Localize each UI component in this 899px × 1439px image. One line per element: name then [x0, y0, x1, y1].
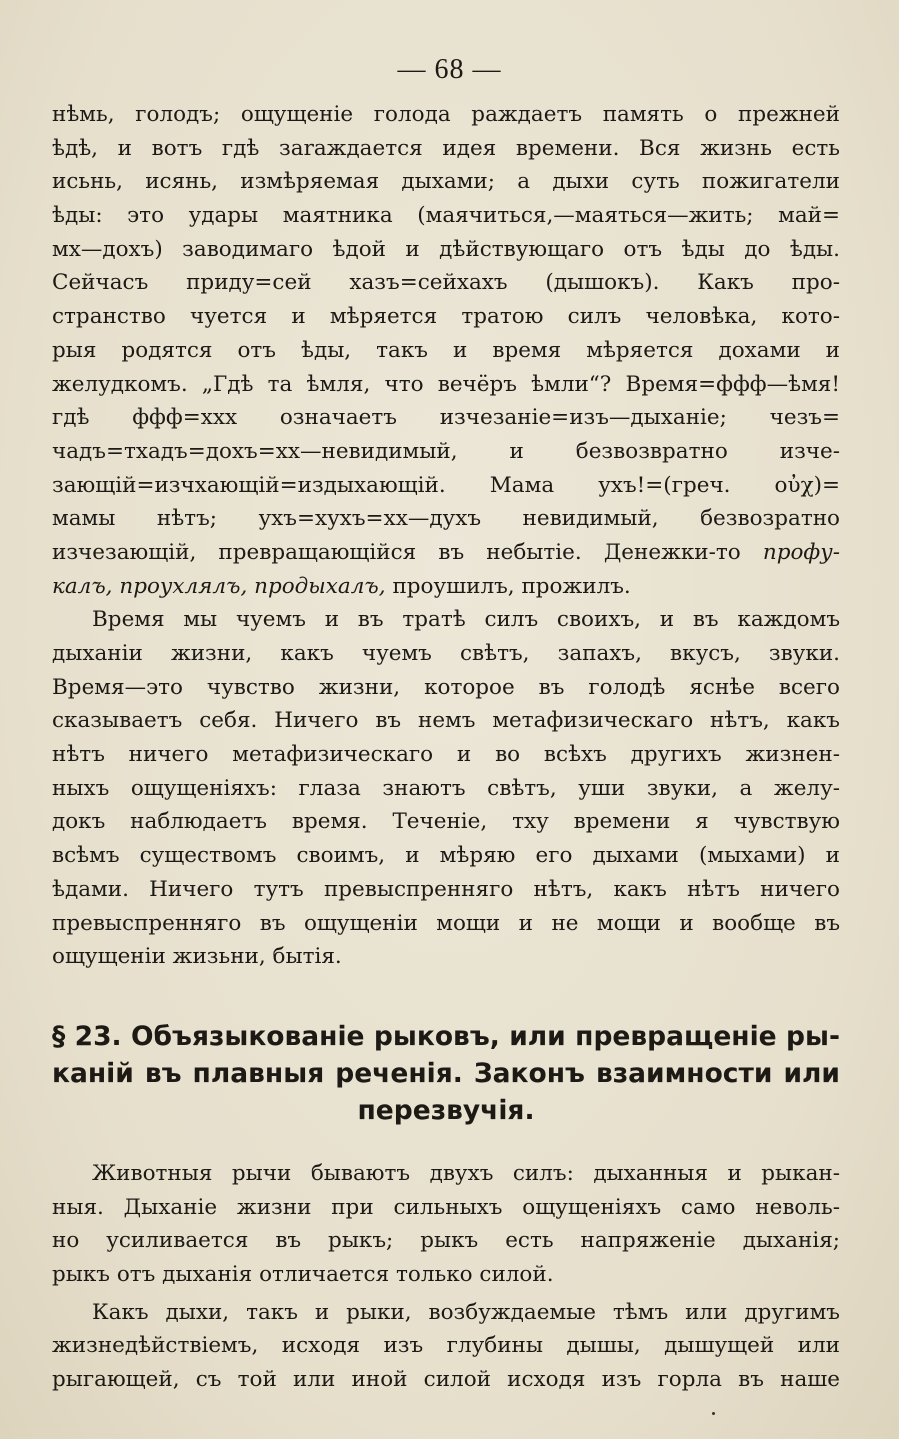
text-line: странство чуется и мѣряется тратою силъ человѣка, кото-	[52, 304, 840, 330]
text-line: рыгающей, съ той или иной силой исходя изъ горла въ наше	[52, 1367, 840, 1392]
text-line: ѣды: это удары маятника (маячиться,—маяться—жить; май=	[52, 203, 840, 229]
text-line: мх—дохъ) заводимаго ѣдой и дѣйствующаго отъ ѣды до ѣды.	[52, 236, 840, 262]
heading-line: § 23. Объязыкованіе рыковъ, или превращеніе ры-	[52, 1020, 840, 1052]
text-line: мамы нѣтъ; ухъ=хухъ=хх—духъ невидимый, безвозратно	[52, 506, 840, 532]
text-line: дыханіи жизни, какъ чуемъ свѣтъ, запахъ, вкусъ, звуки.	[52, 641, 840, 666]
text-line: Животныя рычи бываютъ двухъ силъ: дыханныя и рыкан-	[92, 1160, 840, 1186]
text-line: Сейчасъ приду=сей хазъ=сейхахъ (дышокъ). Какъ про-	[52, 270, 840, 296]
text-line: сказываетъ себя. Ничего въ немъ метафизическаго нѣтъ, какъ	[52, 708, 840, 734]
text-line: желудкомъ. „Гдѣ та ѣмля, что вечёръ ѣмли“? Время=ффф—ѣмя!	[52, 371, 840, 397]
text-segment: изчезающій, превращающійся въ небытіе. Денежки-то	[52, 539, 741, 565]
text-line: исьнь, исянь, измѣряемая дыхами; а дыхи суть пожигатели	[52, 169, 840, 195]
text-line: гдѣ ффф=ххх означаетъ изчезаніе=изъ—дыханіе; чезъ=	[52, 405, 840, 431]
text-line: рыя родятся отъ ѣды, такъ и время мѣряется дохами и	[52, 337, 840, 363]
text-line: ѣдѣ, и вотъ гдѣ заraждается идея времени. Вся жизнь есть	[52, 135, 840, 161]
paragraph-4	[52, 1296, 840, 1397]
text-line: нѣтъ ничего метафизическаго и во всѣхъ другихъ жизнен-	[52, 742, 840, 768]
text-line: но усиливается въ рыкъ; рыкъ есть напряженіе дыханія;	[52, 1228, 840, 1254]
text-line: жизнедѣйствіемъ, исходя изъ глубины дышы, дышущей или	[52, 1333, 840, 1359]
text-line: Время мы чуемъ и въ тратѣ силъ своихъ, и въ каждомъ	[92, 607, 840, 633]
heading-line: перезвучія.	[357, 1094, 535, 1126]
text-line: Время—это чувство жизни, которое въ голодѣ яснѣе всего	[52, 674, 840, 700]
text-line: чадъ=тхадъ=дохъ=хх—невидимый, и безвозвратно изче-	[52, 438, 840, 464]
text-segment: проушилъ, прожилъ.	[385, 573, 631, 599]
text-line	[52, 570, 840, 604]
text-line: превыспренняго въ ощущеніи мощи и не мощи и вообще въ	[52, 910, 840, 936]
text-line: ѣдами. Ничего тутъ превыспренняго нѣтъ, какъ нѣтъ ничего	[52, 876, 840, 902]
text-line	[52, 536, 840, 570]
italic-words: калъ, проухлялъ, продыхалъ,	[52, 573, 386, 599]
speck-mark	[712, 1412, 715, 1415]
text-block	[52, 98, 840, 1397]
text-line: всѣмъ существомъ своимъ, и мѣряю его дыхами (мыхами) и	[52, 843, 840, 869]
section-body	[52, 1157, 840, 1397]
text-line: рыкъ отъ дыханія отличается только силой.	[52, 1261, 554, 1287]
text-line: зающій=изчхающій=издыхающій. Мама ухъ!=(греч. οὐχ)=	[52, 472, 840, 498]
text-line: ныя. Дыханіе жизни при сильныхъ ощущеніяхъ само неволь-	[52, 1194, 840, 1220]
italic-word: профу-	[762, 539, 840, 565]
section-heading	[52, 1018, 840, 1129]
text-line: докъ наблюдаетъ время. Теченіе, тху времени я чувствую	[52, 809, 840, 835]
heading-line: каній въ плавныя реченія. Законъ взаимности или	[52, 1057, 840, 1089]
text-line: Какъ дыхи, такъ и рыки, возбуждаемые тѣмъ или другимъ	[92, 1299, 840, 1325]
paragraph-2	[52, 603, 840, 974]
paragraph-1	[52, 98, 840, 603]
text-line: ощущеніи жизьни, бытія.	[52, 944, 342, 970]
text-line: нѣмь, голодъ; ощущеніе голода раждаетъ память о прежней	[52, 102, 840, 127]
paragraph-3	[52, 1157, 840, 1292]
text-line: ныхъ ощущеніяхъ: глаза знаютъ свѣтъ, уши звуки, а желу-	[52, 775, 840, 801]
page-number: — 68 —	[397, 54, 502, 85]
